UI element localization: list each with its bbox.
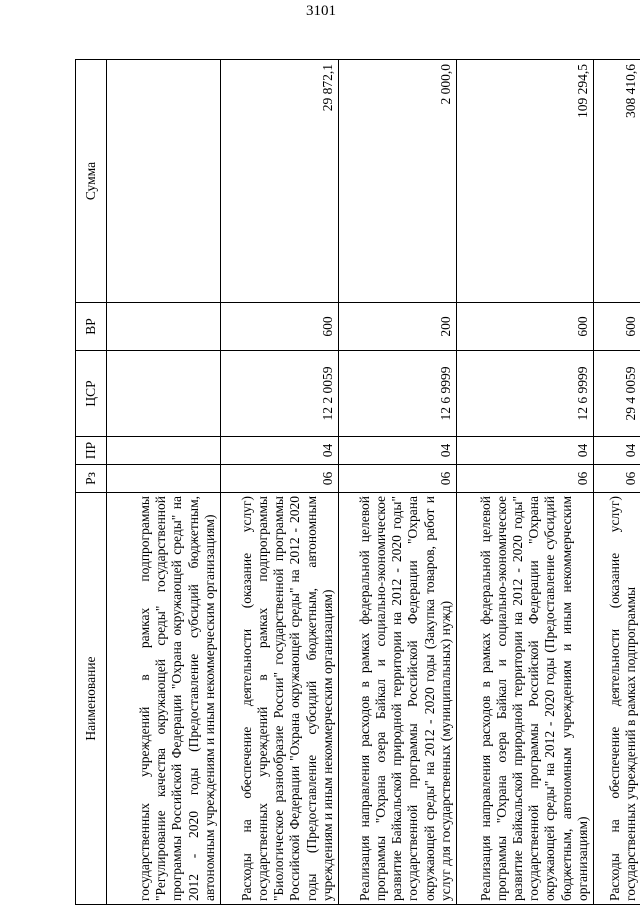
header-name: Наименование: [76, 493, 107, 905]
row-rz: 06: [457, 465, 594, 493]
table-row: [221, 60, 339, 905]
row-rz: 06: [221, 465, 339, 493]
row-vr: 200: [339, 303, 457, 351]
row-csr: 29 4 0059: [594, 351, 640, 437]
row-name: Реализация направления расходов в рамках федеральной целевой программы "Охрана озера Байкал и социально-экономическое развитие Байкальской природной территории на 2012 - 2020 годы" государственной программы Российской Федерации "Охрана окружающей среды" на 2012 - 2020 годы (Закупка товаров, работ и услуг для государственных (муниципальных) нужд): [339, 493, 457, 905]
header-pr: ПР: [76, 437, 107, 465]
row-vr: 600: [221, 303, 339, 351]
table-row: [339, 60, 457, 905]
table-row: [107, 60, 221, 905]
row-pr: 04: [594, 437, 640, 465]
row-name: Реализация направления расходов в рамках федеральной целевой программы "Охрана озера Байкал и социально-экономическое развитие Байкальской природной территории на 2012 - 2020 годы" государственной программы Российской Федерации "Охрана окружающей среды" на 2012 - 2020 годы (Предоставление субсидий бюджетным, автономным учреждениям и иным некоммерческим организациям): [457, 493, 594, 905]
rotated-page-content: [75, 60, 638, 905]
row-rz: [107, 465, 221, 493]
row-rz: 06: [339, 465, 457, 493]
row-pr: 04: [457, 437, 594, 465]
row-vr: 600: [457, 303, 594, 351]
row-name: государственных учреждений в рамках подпрограммы "Регулирование качества окружающей среды" государственной программы Российской Федерации "Охрана окружающей среды" на 2012 - 2020 годы (Предоставление субсидий бюджетным, автономным учреждениям и иным некоммерческим организациям): [107, 493, 221, 905]
row-sum: 2 000,0: [339, 60, 457, 303]
table-row: [594, 60, 640, 905]
header-csr: ЦСР: [76, 351, 107, 437]
row-sum: 29 872,1: [221, 60, 339, 303]
row-name: Расходы на обеспечение деятельности (оказание услуг) государственных учреждений в рамках подпрограммы: [594, 493, 640, 905]
row-pr: [107, 437, 221, 465]
row-name: Расходы на обеспечение деятельности (оказание услуг) государственных учреждений в рамках подпрограммы "Биологическое разнообразие России" государственной программы Российской Федерации "Охрана окружающей среды" на 2012 - 2020 годы (Предоставление субсидий бюджетным, автономным учреждениям и иным некоммерческим организациям): [221, 493, 339, 905]
row-csr: 12 2 0059: [221, 351, 339, 437]
header-sum: Сумма: [76, 60, 107, 303]
row-pr: 04: [221, 437, 339, 465]
table-row: [457, 60, 594, 905]
row-rz: 06: [594, 465, 640, 493]
row-sum: 308 410,6: [594, 60, 640, 303]
page-number: 3101: [306, 3, 336, 19]
row-csr: 12 6 9999: [457, 351, 594, 437]
row-csr: 12 6 9999: [339, 351, 457, 437]
row-sum: [107, 60, 221, 303]
budget-table: [75, 59, 640, 905]
row-csr: [107, 351, 221, 437]
row-pr: 04: [339, 437, 457, 465]
table-header-row: [76, 60, 107, 905]
row-sum: 109 294,5: [457, 60, 594, 303]
row-vr: 600: [594, 303, 640, 351]
header-vr: ВР: [76, 303, 107, 351]
row-vr: [107, 303, 221, 351]
header-rz: Рз: [76, 465, 107, 493]
